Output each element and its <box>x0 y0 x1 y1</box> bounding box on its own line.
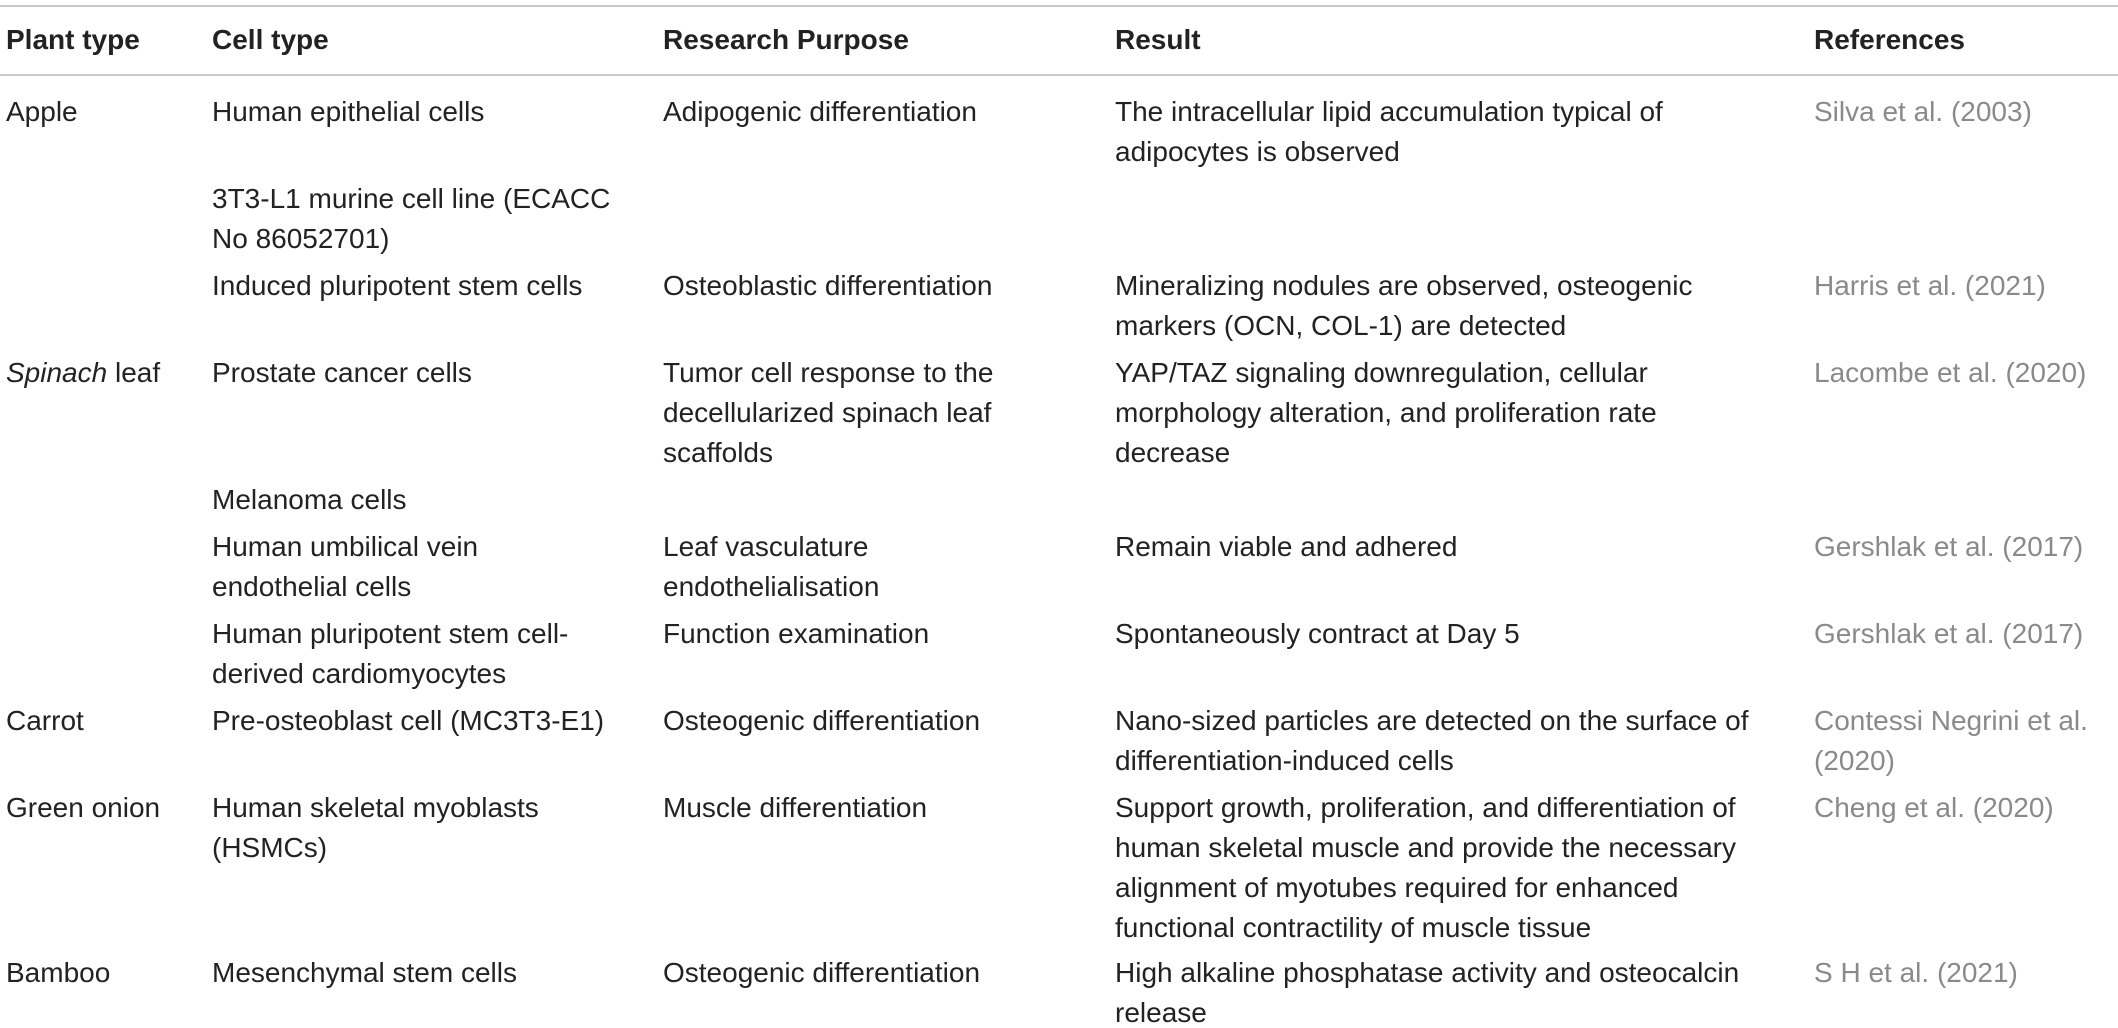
cell-type-cell <box>212 480 407 520</box>
research-purpose-line: Osteogenic differentiation <box>663 705 981 736</box>
result-line: differentiation-induced cells <box>1115 745 1454 776</box>
result-line: functional contractility of muscle tissue <box>1115 912 1592 943</box>
research-purpose-line: Osteogenic differentiation <box>663 957 981 988</box>
research-purpose-cell <box>663 266 992 306</box>
reference-cell[interactable] <box>1814 788 2054 828</box>
reference-link[interactable]: Gershlak et al. (2017) <box>1814 531 2084 562</box>
research-purpose-cell <box>663 953 980 993</box>
cell-type-line: Prostate cancer cells <box>212 357 472 388</box>
result-line: decrease <box>1115 437 1231 468</box>
plant-type-cell: Bamboo <box>6 957 111 988</box>
research-purpose-cell <box>663 92 977 132</box>
reference-link[interactable]: Silva et al. (2003) <box>1814 96 2032 127</box>
reference-link[interactable]: (2020) <box>1814 745 1895 776</box>
plant-type-cell: Green onion <box>6 792 161 823</box>
cell-type-line: Human pluripotent stem cell- <box>212 618 569 649</box>
result-line: markers (OCN, COL-1) are detected <box>1115 310 1567 341</box>
cell-type-line: (HSMCs) <box>212 832 328 863</box>
cell-type-line: Human epithelial cells <box>212 96 485 127</box>
result-cell <box>1115 266 1692 346</box>
research-purpose-cell <box>663 527 879 607</box>
reference-link[interactable]: Cheng et al. (2020) <box>1814 792 2054 823</box>
reference-link[interactable]: Lacombe et al. (2020) <box>1814 357 2087 388</box>
result-cell <box>1115 788 1736 948</box>
cell-type-cell <box>212 701 604 741</box>
cell-type-line: Human skeletal myoblasts <box>212 792 539 823</box>
table-header-rule <box>0 74 2118 76</box>
cell-type-line: Induced pluripotent stem cells <box>212 270 583 301</box>
result-line: Remain viable and adhered <box>1115 531 1458 562</box>
result-line: alignment of myotubes required for enhanced <box>1115 872 1679 903</box>
cell-type-line: No 86052701) <box>212 223 390 254</box>
research-purpose-line: Adipogenic differentiation <box>663 96 977 127</box>
cell-type-cell <box>212 179 610 259</box>
research-purpose-line: Muscle differentiation <box>663 792 928 823</box>
result-line: YAP/TAZ signaling downregulation, cellular <box>1115 357 1648 388</box>
result-line: The intracellular lipid accumulation typical of <box>1115 96 1663 127</box>
cell-type-line: 3T3-L1 murine cell line (ECACC <box>212 183 611 214</box>
cell-type-cell <box>212 953 517 993</box>
research-purpose-line: Function examination <box>663 618 930 649</box>
header-research-purpose: Research Purpose <box>663 24 909 55</box>
header-cell-type: Cell type <box>212 24 329 55</box>
reference-cell[interactable] <box>1814 266 2046 306</box>
plant-type-cell: Apple <box>6 96 78 127</box>
reference-link[interactable]: Gershlak et al. (2017) <box>1814 618 2084 649</box>
cell-type-cell <box>212 266 582 306</box>
table-top-rule <box>0 5 2118 7</box>
research-purpose-cell <box>663 788 927 828</box>
reference-cell[interactable] <box>1814 92 2032 132</box>
plant-type-cell: Carrot <box>6 705 84 736</box>
plant-type-rest: leaf <box>107 357 161 388</box>
reference-link[interactable]: Contessi Negrini et al. <box>1814 705 2088 736</box>
result-line: Mineralizing nodules are observed, osteogenic <box>1115 270 1693 301</box>
cell-type-cell <box>212 788 539 868</box>
plant-type-cell <box>6 353 160 393</box>
research-purpose-line: Tumor cell response to the <box>663 357 994 388</box>
result-line: morphology alteration, and proliferation rate <box>1115 397 1657 428</box>
result-line: Support growth, proliferation, and differentiation of <box>1115 792 1736 823</box>
reference-cell[interactable] <box>1814 614 2083 654</box>
cell-type-cell <box>212 92 484 132</box>
result-line: Nano-sized particles are detected on the surface of <box>1115 705 1749 736</box>
cell-type-line: endothelial cells <box>212 571 412 602</box>
research-purpose-line: endothelialisation <box>663 571 880 602</box>
cell-type-line: Pre-osteoblast cell (MC3T3-E1) <box>212 705 605 736</box>
reference-cell[interactable] <box>1814 353 2086 393</box>
cell-type-line: derived cardiomyocytes <box>212 658 507 689</box>
reference-link[interactable]: Harris et al. (2021) <box>1814 270 2046 301</box>
reference-cell[interactable] <box>1814 701 2088 781</box>
research-purpose-cell <box>663 353 993 473</box>
header-result: Result <box>1115 24 1201 55</box>
cell-type-cell <box>212 353 472 393</box>
result-line: Spontaneously contract at Day 5 <box>1115 618 1520 649</box>
cell-type-line: Melanoma cells <box>212 484 407 515</box>
research-purpose-cell <box>663 614 929 654</box>
research-purpose-line: Osteoblastic differentiation <box>663 270 993 301</box>
reference-cell[interactable] <box>1814 953 2018 993</box>
result-cell <box>1115 353 1657 473</box>
result-cell <box>1115 701 1748 781</box>
cell-type-cell <box>212 614 568 694</box>
result-line: High alkaline phosphatase activity and osteocalcin <box>1115 957 1740 988</box>
cell-type-line: Mesenchymal stem cells <box>212 957 517 988</box>
result-cell <box>1115 953 1739 1028</box>
result-line: adipocytes is observed <box>1115 136 1400 167</box>
research-purpose-cell <box>663 701 980 741</box>
research-purpose-line: decellularized spinach leaf <box>663 397 992 428</box>
research-purpose-line: Leaf vasculature <box>663 531 869 562</box>
header-references: References <box>1814 24 1965 55</box>
result-line: release <box>1115 997 1207 1028</box>
reference-cell[interactable] <box>1814 527 2083 567</box>
plant-type-italic: Spinach <box>6 357 108 388</box>
research-purpose-line: scaffolds <box>663 437 773 468</box>
cell-type-line: Human umbilical vein <box>212 531 479 562</box>
result-cell <box>1115 92 1663 172</box>
result-line: human skeletal muscle and provide the necessary <box>1115 832 1737 863</box>
header-plant-type: Plant type <box>6 24 140 55</box>
reference-link[interactable]: S H et al. (2021) <box>1814 957 2018 988</box>
cell-type-cell <box>212 527 478 607</box>
result-cell <box>1115 614 1520 654</box>
result-cell <box>1115 527 1457 567</box>
